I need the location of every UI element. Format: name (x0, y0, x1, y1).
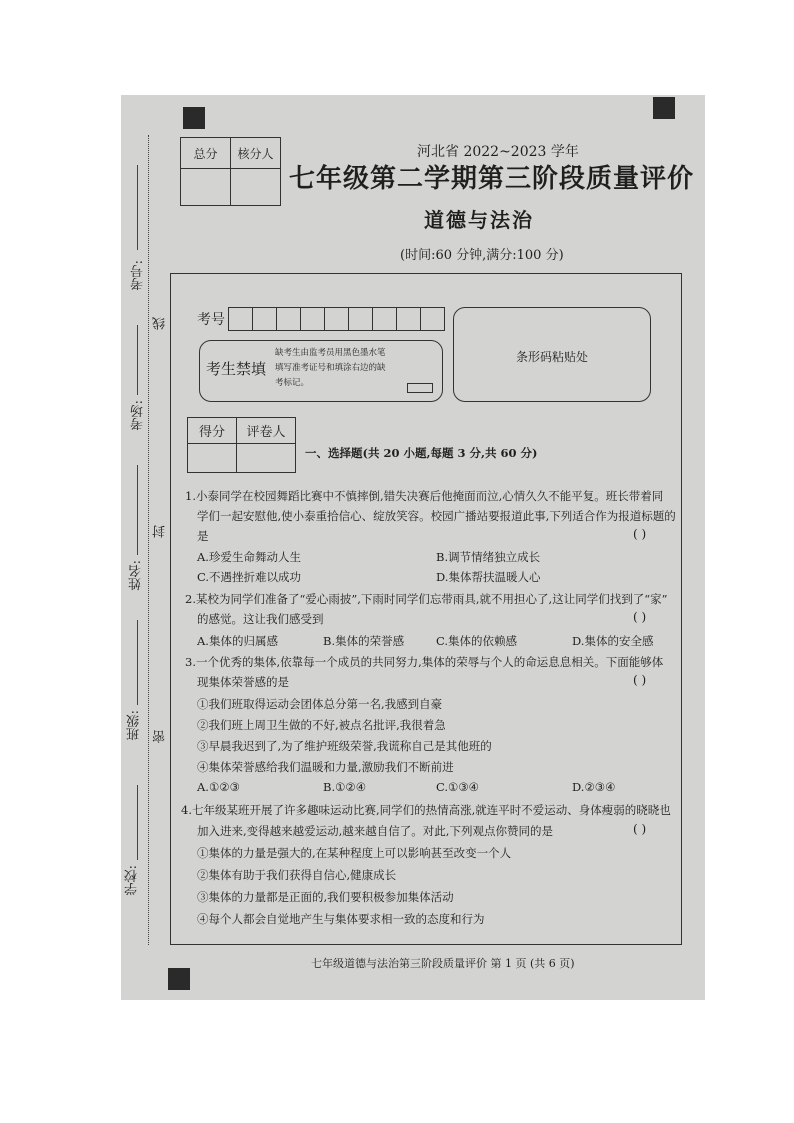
q2-answer-paren[interactable]: ( ) (633, 610, 647, 624)
q3-item2: ②我们班上周卫生做的不好,被点名批评,我很着急 (197, 718, 446, 732)
registration-mark-top-right (653, 97, 675, 119)
page-footer: 七年级道德与法治第三阶段质量评价 第 1 页 (共 6 页) (311, 957, 575, 970)
q3-option-b: B.①②④ (323, 780, 367, 794)
q3-option-c: C.①③④ (436, 780, 479, 794)
class-label: 班级: (127, 710, 142, 741)
school-label: 学校: (125, 865, 140, 896)
q4-item1: ①集体的力量是强大的,在某种程度上可以影响甚至改变一个人 (197, 846, 512, 860)
q1-option-c: C.不遇挫折难以成功 (197, 570, 302, 584)
q2-option-c: C.集体的依赖感 (436, 634, 518, 648)
q3-option-d: D.②③④ (572, 780, 616, 794)
q1-option-a: A.珍爱生命舞动人生 (197, 550, 301, 564)
q4-item4: ④每个人都会自觉地产生与集体要求相一致的态度和行为 (197, 912, 485, 926)
verifier-cell (231, 169, 281, 206)
q3-item4: ④集体荣誉感给我们温暖和力量,激励我们不断前进 (197, 760, 454, 774)
section1-title: 一、选择题(共 20 小题,每题 3 分,共 60 分) (305, 446, 538, 460)
q3-line2: 现集体荣誉感的是 (197, 675, 289, 689)
exam-room-blank (137, 325, 138, 395)
exam-number-blank (137, 165, 138, 250)
name-blank (137, 465, 138, 555)
class-blank (137, 620, 138, 705)
q1-answer-paren[interactable]: ( ) (633, 527, 647, 541)
q3-item1: ①我们班取得运动会团体总分第一名,我感到自豪 (197, 697, 443, 711)
total-score-cell (181, 169, 231, 206)
seal-xian: 线 (153, 317, 168, 330)
barcode-label: 条形码粘贴处 (516, 350, 589, 364)
binding-dotted-line (148, 135, 149, 945)
exam-sheet (121, 95, 705, 1000)
q1-line1: 1.小泰同学在校园舞蹈比赛中不慎摔倒,错失决赛后他掩面而泣,心情久久不能平复。班长带着同 (185, 489, 664, 503)
q2-option-a: A.集体的归属感 (197, 634, 278, 648)
q4-item3: ③集体的力量都是正面的,我们要积极参加集体活动 (197, 890, 454, 904)
exam-room-label: 考场: (131, 400, 146, 431)
name-label: 姓名: (129, 560, 144, 591)
grader-cell (237, 444, 296, 473)
q4-item2: ②集体有助于我们获得自信心,健康成长 (197, 868, 397, 882)
q3-option-a: A.①②③ (197, 780, 240, 794)
q2-line1: 2.某校为同学们准备了“爱心雨披”,下雨时同学们忘带雨具,就不用担心了,这让同学们找到了“家” (185, 592, 668, 606)
absent-mark-box[interactable] (407, 383, 433, 393)
forbidden-text-line3: 考标记。 (275, 378, 310, 388)
section-score-table (187, 417, 296, 473)
forbidden-label: 考生禁填 (206, 360, 267, 378)
exam-no-label: 考号 (197, 312, 225, 328)
q1-line2: 学们一起安慰他,使小泰重拾信心、绽放笑容。校园广播站要报道此事,下列适合作为报道标题的 (197, 509, 676, 523)
seal-feng: 封 (153, 525, 168, 538)
seal-mi: 密 (153, 730, 168, 743)
school-blank (137, 785, 138, 860)
q4-line2: 加入进来,变得越来越爱运动,越来越自信了。对此,下列观点你赞同的是 (197, 824, 553, 838)
subject-title: 道德与法治 (424, 208, 534, 232)
grader-header: 评卷人 (237, 418, 296, 444)
forbidden-text-line2: 填写准考证号和填涂右边的缺 (275, 363, 386, 373)
q3-item3: ③早晨我迟到了,为了维护班级荣誉,我谎称自己是其他班的 (197, 739, 492, 753)
total-score-table (180, 137, 281, 206)
q4-line1: 4.七年级某班开展了许多趣味运动比赛,同学们的热情高涨,就连平时不爱运动、身体瘦弱的晓晓也 (181, 803, 671, 817)
registration-mark-bottom-left (168, 968, 190, 990)
registration-mark-top-left (183, 107, 205, 129)
q1-option-d: D.集体帮扶温暖人心 (436, 570, 541, 584)
q3-line1: 3.一个优秀的集体,依靠每一个成员的共同努力,集体的荣辱与个人的命运息息相关。下面能够体 (185, 655, 664, 669)
section-score-cell (188, 444, 237, 473)
forbidden-text-line1: 缺考生由监考员用黑色墨水笔 (275, 348, 386, 358)
q4-answer-paren[interactable]: ( ) (633, 822, 647, 836)
total-score-header: 总分 (181, 138, 231, 169)
exam-no-boxes[interactable] (228, 307, 444, 331)
q1-line3: 是 (197, 529, 209, 543)
time-score-info: (时间:60 分钟,满分:100 分) (400, 248, 564, 263)
exam-region-year: 河北省 2022~2023 学年 (417, 144, 579, 160)
q1-option-b: B.调节情绪独立成长 (436, 550, 541, 564)
exam-number-label: 考号: (131, 260, 146, 291)
exam-title: 七年级第二学期第三阶段质量评价 (289, 164, 695, 194)
verifier-header: 核分人 (231, 138, 281, 169)
q2-line2: 的感觉。这让我们感受到 (197, 612, 324, 626)
section-score-header: 得分 (188, 418, 237, 444)
q2-option-d: D.集体的安全感 (572, 634, 654, 648)
q3-answer-paren[interactable]: ( ) (633, 673, 647, 687)
q2-option-b: B.集体的荣誉感 (323, 634, 405, 648)
